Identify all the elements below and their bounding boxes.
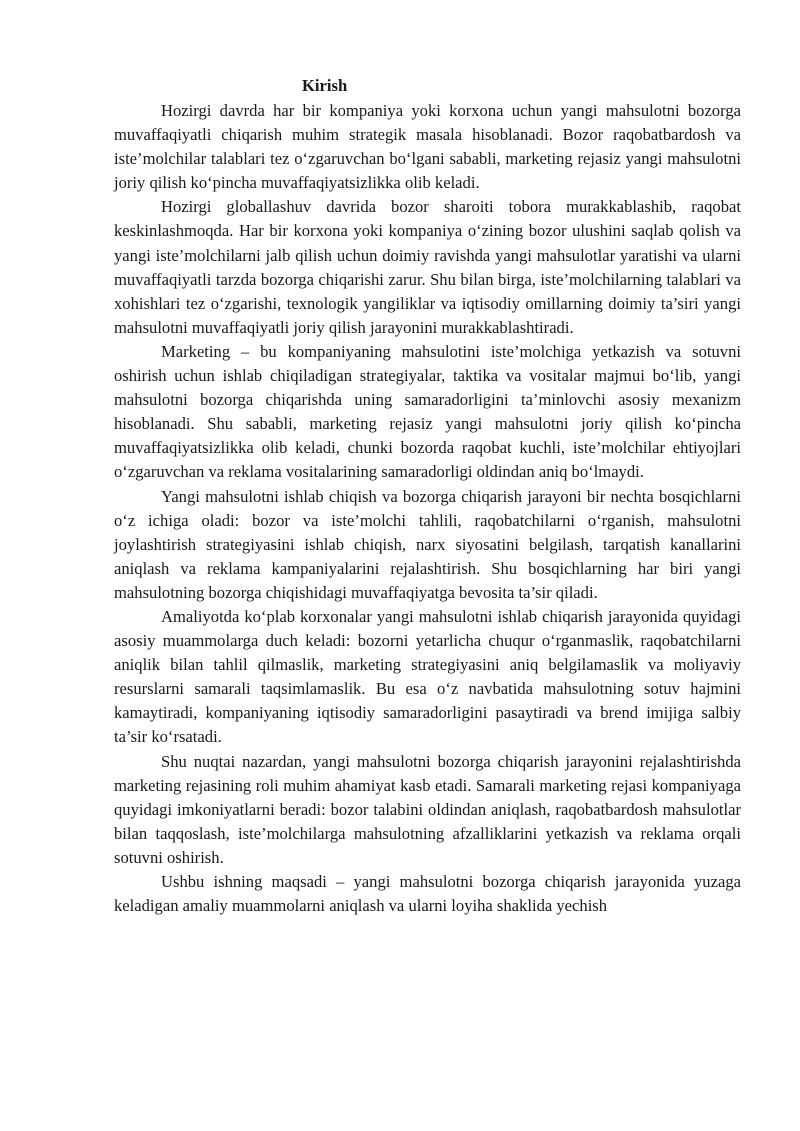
paragraph: Yangi mahsulotni ishlab chiqish va bozorga chiqarish jarayoni bir nechta bosqichlarni o‘z ichiga oladi: bozor va iste’molchi tahlili, raqobatchilarni o‘rganish, mahsulotni joylashtirish strategiyasini ishlab chiqish, narx siyosatini belgilash, tarqatish kanallarini aniqlash va reklama kampaniyalarini rejalashtirish. Shu bosqichlarning har biri yangi mahsulotning bozorga chiqishidagi muvaffaqiyatga bevosita ta’sir qiladi. — [114, 486, 741, 602]
paragraph: Marketing – bu kompaniyaning mahsulotini iste’molchiga yetkazish va sotuvni oshirish uchun ishlab chiqiladigan strategiyalar, taktika va vositalar majmui bo‘lib, yangi mahsulotni bozorga chiqarishda uning samaradorligini ta’minlovchi asosiy mexanizm hisoblanadi. Shu sababli, marketing rejasiz yangi mahsulotni joriy qilish ko‘pincha muvaffaqiyatsizlikka olib keladi, chunki bozorda raqobat kuchli, iste’molchilar ehtiyojlari o‘zgaruvchan va reklama vositalarining samaradorligi oldindan aniq bo‘lmaydi. — [114, 341, 741, 482]
paragraph: Shu nuqtai nazardan, yangi mahsulotni bozorga chiqarish jarayonini rejalashtirishda marketing rejasining roli muhim ahamiyat kasb etadi. Samarali marketing rejasi kompaniyaga quyidagi imkoniyatlarni beradi: bozor talabini oldindan aniqlash, raqobatbardosh mahsulotlar bilan taqqoslash, iste’molchilarga mahsulotning afzalliklarini yetkazish va reklama orqali sotuvni oshirish. — [114, 751, 741, 867]
paragraph: Hozirgi davrda har bir kompaniya yoki korxona uchun yangi mahsulotni bozorga muvaffaqiyatli chiqarish muhim strategik masala hisoblanadi. Bozor raqobatbardosh va iste’molchilar talablari tez o‘zgaruvchan bo‘lgani sababli, marketing rejasiz yangi mahsulotni joriy qilish ko‘pincha muvaffaqiyatsizlikka olib keladi. — [114, 101, 741, 193]
paragraph: Hozirgi globallashuv davrida bozor sharoiti tobora murakkablashib, raqobat keskinlashmoqda. Har bir korxona yoki kompaniya o‘zining bozor ulushini saqlab qolish va yangi iste’molchilarni jalb qilish uchun doimiy ravishda yangi mahsulotlar yaratishi va ularni muvaffaqiyatli tarzda bozorga chiqarishi zarur. Shu bilan birga, iste’molchilarning talablari va xohishlari tez o‘zgarishi, texnologik yangiliklar va iqtisodiy omillarning doimiy ta’siri yangi mahsulotni muvaffaqiyatli joriy qilish jarayonini murakkablashtiradi. — [114, 197, 741, 337]
paragraph: Ushbu ishning maqsadi – yangi mahsulotni bozorga chiqarish jarayonida yuzaga keladigan amaliy muammolarni aniqlash va ularni loyiha shaklida yechish — [114, 872, 741, 916]
paragraph: Amaliyotda ko‘plab korxonalar yangi mahsulotni ishlab chiqarish jarayonida quyidagi asosiy muammolarga duch keladi: bozorni yetarlicha chuqur o‘rganmaslik, raqobatchilarni aniqlik bilan tahlil qilmaslik, marketing strategiyasini aniq belgilamaslik va moliyaviy resurslarni samarali taqsimlamaslik. Bu esa o‘z navbatida mahsulotning sotuv hajmini kamaytiradi, kompaniyaning iqtisodiy samaradorligini pasaytiradi va brend imijiga salbiy ta’sir ko‘rsatadi. — [114, 606, 741, 747]
document-page — [114, 72, 741, 918]
page-title: Kirish — [302, 76, 348, 95]
